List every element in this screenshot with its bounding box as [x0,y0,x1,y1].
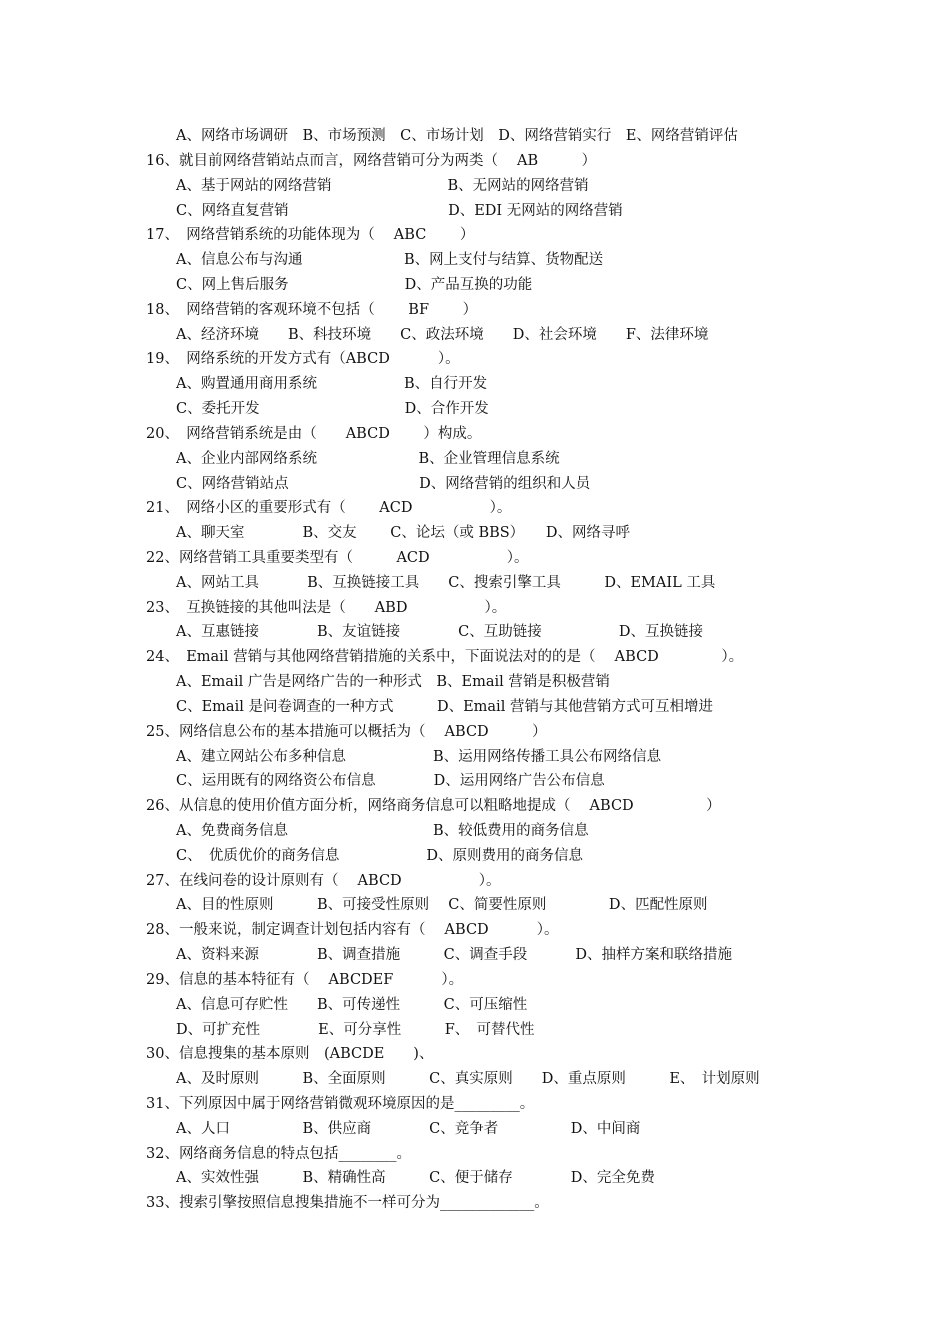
question-line: 26、从信息的使用价值方面分析，网络商务信息可以粗略地提成（ ABCD ） [146,798,721,815]
question-line: 21、 网络小区的重要形式有（ ACD ）。 [146,500,512,517]
option-line: A、购置通用商用系统 B、自行开发 [176,376,488,393]
question-line: 16、就目前网络营销站点而言，网络营销可分为两类（ AB ） [146,152,597,169]
option-line: D、可扩充性 E、可分享性 F、 可替代性 [176,1021,535,1038]
option-line: A、Email 广告是网络广告的一种形式 B、Email 营销是积极营销 [176,674,610,690]
question-line: 28、一般来说，制定调查计划包括内容有（ ABCD ）。 [146,922,559,939]
option-line: A、人口 B、供应商 C、竞争者 D、中间商 [176,1120,641,1137]
question-line: 29、信息的基本特征有（ ABCDEF ）。 [146,971,464,988]
option-line: C、委托开发 D、合作开发 [176,401,489,417]
option-line: C、 优质优价的商务信息 D、原则费用的商务信息 [176,847,583,864]
option-line: C、网络直复营销 D、EDI 无网站的网络营销 [176,202,623,219]
option-line: A、目的性原则 B、可接受性原则 C、简要性原则 D、匹配性原则 [176,897,708,914]
question-line: 33、搜索引擎按照信息搜集措施不一样可分为_____________。 [146,1195,549,1212]
option-line: A、实效性强 B、精确性高 C、便于储存 D、完全免费 [176,1170,655,1187]
question-line: 25、网络信息公布的基本措施可以概括为（ ABCD ） [146,723,547,740]
option-line: A、信息公布与沟通 B、网上支付与结算、货物配送 [176,252,604,269]
option-line: A、基于网站的网络营销 B、无网站的网络营销 [176,177,589,194]
question-line: 20、 网络营销系统是由（ ABCD ）构成。 [146,425,482,442]
option-line: A、信息可存贮性 B、可传递性 C、可压缩性 [176,996,528,1013]
option-line: A、互惠链接 B、友谊链接 C、互助链接 D、互换链接 [176,624,703,641]
option-line: A、免费商务信息 B、较低费用的商务信息 [176,823,589,839]
question-line: 30、信息搜集的基本原则 (ABCDE )、 [146,1046,434,1063]
question-line: 24、 Email 营销与其他网络营销措施的关系中，下面说法对的的是（ ABCD ）。 [146,649,744,666]
option-line: A、聊天室 B、交友 C、论坛（或 BBS） D、网络寻呼 [176,525,631,542]
option-line: A、网络市场调研 B、市场预测 C、市场计划 D、网络营销实行 E、网络营销评估 [176,128,738,144]
option-line: C、Email 是问卷调查的一种方式 D、Email 营销与其他营销方式可互相增进 [176,698,713,715]
question-line: 17、 网络营销系统的功能体现为（ ABC ） [146,227,475,244]
question-line: 18、 网络营销的客观环境不包括（ BF ） [146,301,478,318]
question-line: 19、 网络系统的开发方式有（ABCD ）。 [146,351,460,368]
question-line: 22、网络营销工具重要类型有（ ACD ）。 [146,549,529,566]
option-line: A、企业内部网络系统 B、企业管理信息系统 [176,450,560,467]
option-line: C、网络营销站点 D、网络营销的组织和人员 [176,475,591,492]
option-line: A、经济环境 B、科技环境 C、政法环境 D、社会环境 F、法律环境 [176,326,709,343]
option-line: A、网站工具 B、互换链接工具 C、搜索引擎工具 D、EMAIL 工具 [176,574,716,591]
question-line: 27、在线问卷的设计原则有（ ABCD ）。 [146,872,501,889]
question-line: 32、网络商务信息的特点包括________。 [146,1145,411,1162]
option-line: C、网上售后服务 D、产品互换的功能 [176,276,533,293]
option-line: A、建立网站公布多种信息 B、运用网络传播工具公布网络信息 [176,748,662,765]
question-line: 23、 互换链接的其他叫法是（ ABD ）。 [146,599,507,616]
question-line: 31、下列原因中属于网络营销微观环境原因的是_________。 [146,1096,535,1112]
option-line: A、及时原则 B、全面原则 C、真实原则 D、重点原则 E、 计划原则 [176,1071,760,1088]
option-line: A、资料来源 B、调查措施 C、调查手段 D、抽样方案和联络措施 [176,947,732,964]
option-line: C、运用既有的网络资公布信息 D、运用网络广告公布信息 [176,773,605,790]
